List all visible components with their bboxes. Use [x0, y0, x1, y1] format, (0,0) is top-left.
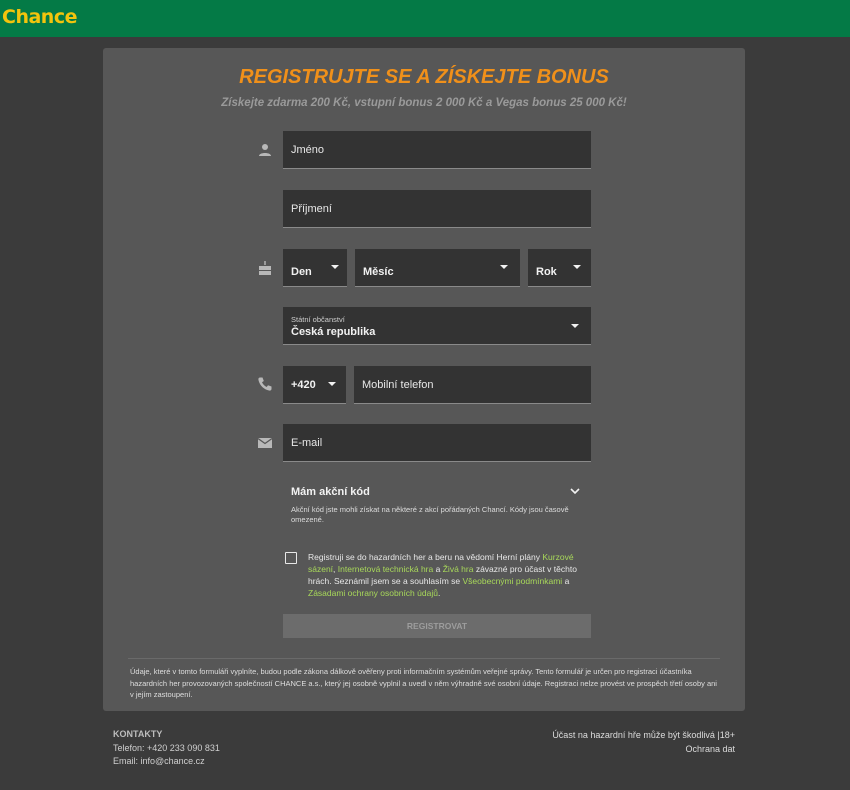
footer-legal [500, 728, 735, 756]
divider [128, 658, 720, 659]
form-title: REGISTRUJTE SE A ZÍSKEJTE BONUS [239, 66, 609, 88]
gambling-warning: Účast na hazardní hře může být škodlivá |18+ [552, 730, 735, 740]
registration-card [103, 48, 745, 711]
consent-text-part: Registruji se do hazardních her a beru na vědomí Herní plány [308, 552, 540, 562]
promo-code-toggle[interactable]: Mám akční kód [291, 486, 370, 498]
first-name-field[interactable] [283, 131, 591, 169]
mobile-phone-placeholder: Mobilní telefon [362, 379, 434, 391]
first-name-placeholder: Jméno [291, 144, 325, 156]
link-internetova-technicka-hra[interactable]: Internetová technická hra [337, 564, 434, 574]
contact-phone: Telefon: +420 233 090 831 [113, 742, 220, 753]
chevron-down-icon [571, 324, 579, 328]
birth-year-select[interactable] [528, 249, 591, 287]
legal-disclaimer: Údaje, které v tomto formuláři vyplníte, budou podle zákona dálkově ověřeny proti informačním systémům veřejné správy. Tento formulář je určen pro registraci účastníka hazardních her provozovaných společností CHANCE a.s., který jej osobně vyplnil a uvedl v něm výhradně své osobní údaje. Registraci nelze provést ve prospěch třetí osoby ani v jejím zastoupení. [130, 667, 717, 699]
consent-text-part: závazné pro účast v těchto hrách. Seznámil jsem se a souhlasím se [308, 564, 577, 586]
citizenship-select[interactable] [283, 307, 591, 345]
contact-email: Email: info@chance.cz [113, 756, 205, 766]
consent-period: . [437, 588, 441, 598]
email-icon [257, 435, 273, 451]
birth-day-label: Den [291, 266, 312, 278]
consent-separator: a [564, 576, 570, 586]
consent-text [308, 551, 583, 599]
chevron-down-icon [331, 265, 339, 269]
last-name-placeholder: Příjmení [291, 203, 332, 215]
contacts-heading: KONTAKTY [113, 729, 163, 739]
top-bar [0, 0, 850, 37]
birth-month-select[interactable] [355, 249, 520, 287]
birth-year-label: Rok [536, 266, 557, 278]
chance-logo[interactable]: Chance [2, 6, 77, 28]
chevron-down-icon [328, 382, 336, 386]
birth-day-select[interactable] [283, 249, 347, 287]
link-ziva-hra[interactable]: Živá hra [442, 564, 474, 574]
email-field[interactable] [283, 424, 591, 462]
consent-separator: , [333, 564, 336, 574]
phone-icon [257, 376, 273, 392]
phone-prefix-select[interactable] [283, 366, 346, 404]
person-icon [257, 142, 273, 158]
promo-code-note: Akční kód jste mohli získat na některé z akcí pořádaných Chancí. Kódy jsou časově omezené. [291, 505, 569, 524]
email-placeholder: E-mail [291, 437, 323, 449]
consent-checkbox[interactable] [285, 552, 297, 564]
mobile-phone-field[interactable] [354, 366, 591, 404]
chevron-down-icon [500, 265, 508, 269]
privacy-link[interactable]: Ochrana dat [685, 744, 735, 754]
link-vseobecne-podminky[interactable]: Všeobecnými podmínkami [462, 576, 563, 586]
link-ochrana-osobnich-udaju[interactable]: Zásadami ochrany osobních údajů [308, 588, 438, 598]
phone-prefix-value: +420 [291, 379, 316, 391]
register-button[interactable]: REGISTROVAT [283, 614, 591, 638]
link-kurzove-sazeni[interactable]: Kurzové sázení [308, 552, 574, 574]
footer-contacts [113, 728, 220, 769]
chevron-down-icon [573, 265, 581, 269]
citizenship-value: Česká republika [291, 326, 376, 338]
chevron-down-icon[interactable] [569, 486, 581, 496]
consent-separator: a [435, 564, 441, 574]
birth-month-label: Měsíc [363, 266, 394, 278]
last-name-field[interactable] [283, 190, 591, 228]
form-subtitle: Získejte zdarma 200 Kč, vstupní bonus 2 000 Kč a Vegas bonus 25 000 Kč! [221, 97, 627, 109]
citizenship-label: Státní občanství [291, 315, 345, 324]
birthday-cake-icon [257, 260, 273, 276]
